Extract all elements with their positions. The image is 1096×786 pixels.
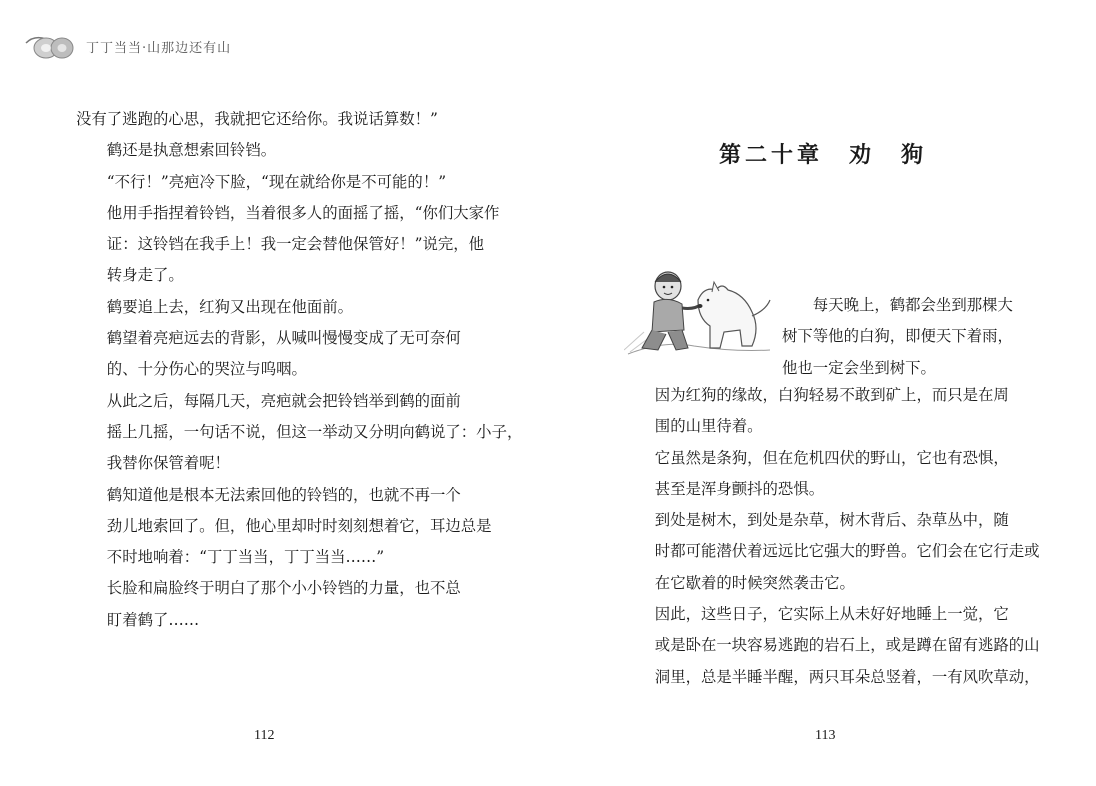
text-line: 围的山里待着。 [654,417,763,436]
text-line: 盯着鹤了…… [106,610,200,629]
paragraph [76,386,523,480]
text-line: 从此之后，每隔几天，亮疤就会把铃铛举到鹤的面前 [106,391,461,410]
text-line: 没有了逃跑的心思，我就把它还给你。我说话算数！” [76,110,438,128]
text-line: 因为红狗的缘故，白狗轻易不敢到矿上，而只是在周 [654,386,1009,404]
text-line: 劲儿地索回了。但，他心里却时时刻刻想着它，耳边总是 [106,516,492,535]
boy-and-white-dog-illustration [624,260,774,356]
text-line: 鹤望着亮疤远去的背影，从喊叫慢慢变成了无可奈何 [106,329,461,348]
text-line: 证：这铃铛在我手上！我一定会替他保管好！”说完，他 [106,235,485,254]
paragraph [76,480,492,574]
paragraph [782,290,1022,384]
text-line: 鹤知道他是根本无法索回他的铃铛的，也就不再一个 [106,485,461,504]
paragraph [76,573,472,636]
paragraph [76,292,472,323]
text-line: 我替你保管着呢！ [106,454,230,473]
text-line: 他也一定会坐到树下。 [782,358,936,377]
paragraph [624,443,1022,506]
chapter-title: 第二十章 劝 狗 [718,142,927,168]
paragraph [76,104,472,135]
text-line: 甚至是浑身颤抖的恐惧。 [654,479,825,498]
text-line: 时都可能潜伏着远远比它强大的野兽。它们会在它行走或 [654,542,1040,561]
text-line: “不行！”亮疤冷下脸，“现在就给你是不可能的！” [106,172,447,191]
text-line: 长脸和扁脸终于明白了那个小小铃铛的力量，也不总 [106,579,461,598]
paragraph [76,323,472,386]
text-line: 鹤要追上去，红狗又出现在他面前。 [106,297,354,316]
paragraph [624,505,1040,599]
text-line: 到处是树木，到处是杂草，树木背后、杂草丛中，随 [654,511,1009,530]
text-line: 转身走了。 [106,266,184,285]
gourd-logo-icon [24,31,80,61]
paragraph [76,135,472,166]
text-line: 在它歇着的时候突然袭击它。 [654,573,855,592]
text-line: 洞里，总是半睡半醒，两只耳朵总竖着，一有风吹草动， [654,667,1040,686]
text-line: 他用手指捏着铃铛，当着很多人的面摇了摇，“你们大家作 [106,203,500,222]
text-line: 它虽然是条狗，但在危机四伏的野山，它也有恐惧， [654,448,1009,467]
left-page-body [76,104,523,636]
text-line: 因此，这些日子，它实际上从未好好地睡上一觉，它 [654,605,1009,624]
text-line: 树下等他的白狗，即便天下着雨， [782,327,1013,346]
text-line: 鹤还是执意想索回铃铛。 [106,141,277,160]
text-line: 或是卧在一块容易逃跑的岩石上，或是蹲在留有逃路的山 [654,636,1040,655]
text-line: 摇上几摇，一句话不说，但这一举动又分明向鹤说了：小子， [106,422,523,441]
text-line: 每天晚上，鹤都会坐到那棵大 [812,296,1013,314]
page-number-left: 112 [254,728,275,743]
paragraph [624,599,1040,693]
page-number-right: 113 [815,728,836,743]
text-line: 的、十分伤心的哭泣与呜咽。 [106,360,307,379]
text-line: 不时地响着：“丁丁当当，丁丁当当……” [106,548,385,567]
paragraph [76,167,500,292]
right-page-body [624,380,1040,693]
book-title: 丁丁当当·山那边还有山 [86,40,232,56]
paragraph [624,380,1022,443]
chapter-intro-text [782,290,1022,384]
running-header [24,30,231,62]
